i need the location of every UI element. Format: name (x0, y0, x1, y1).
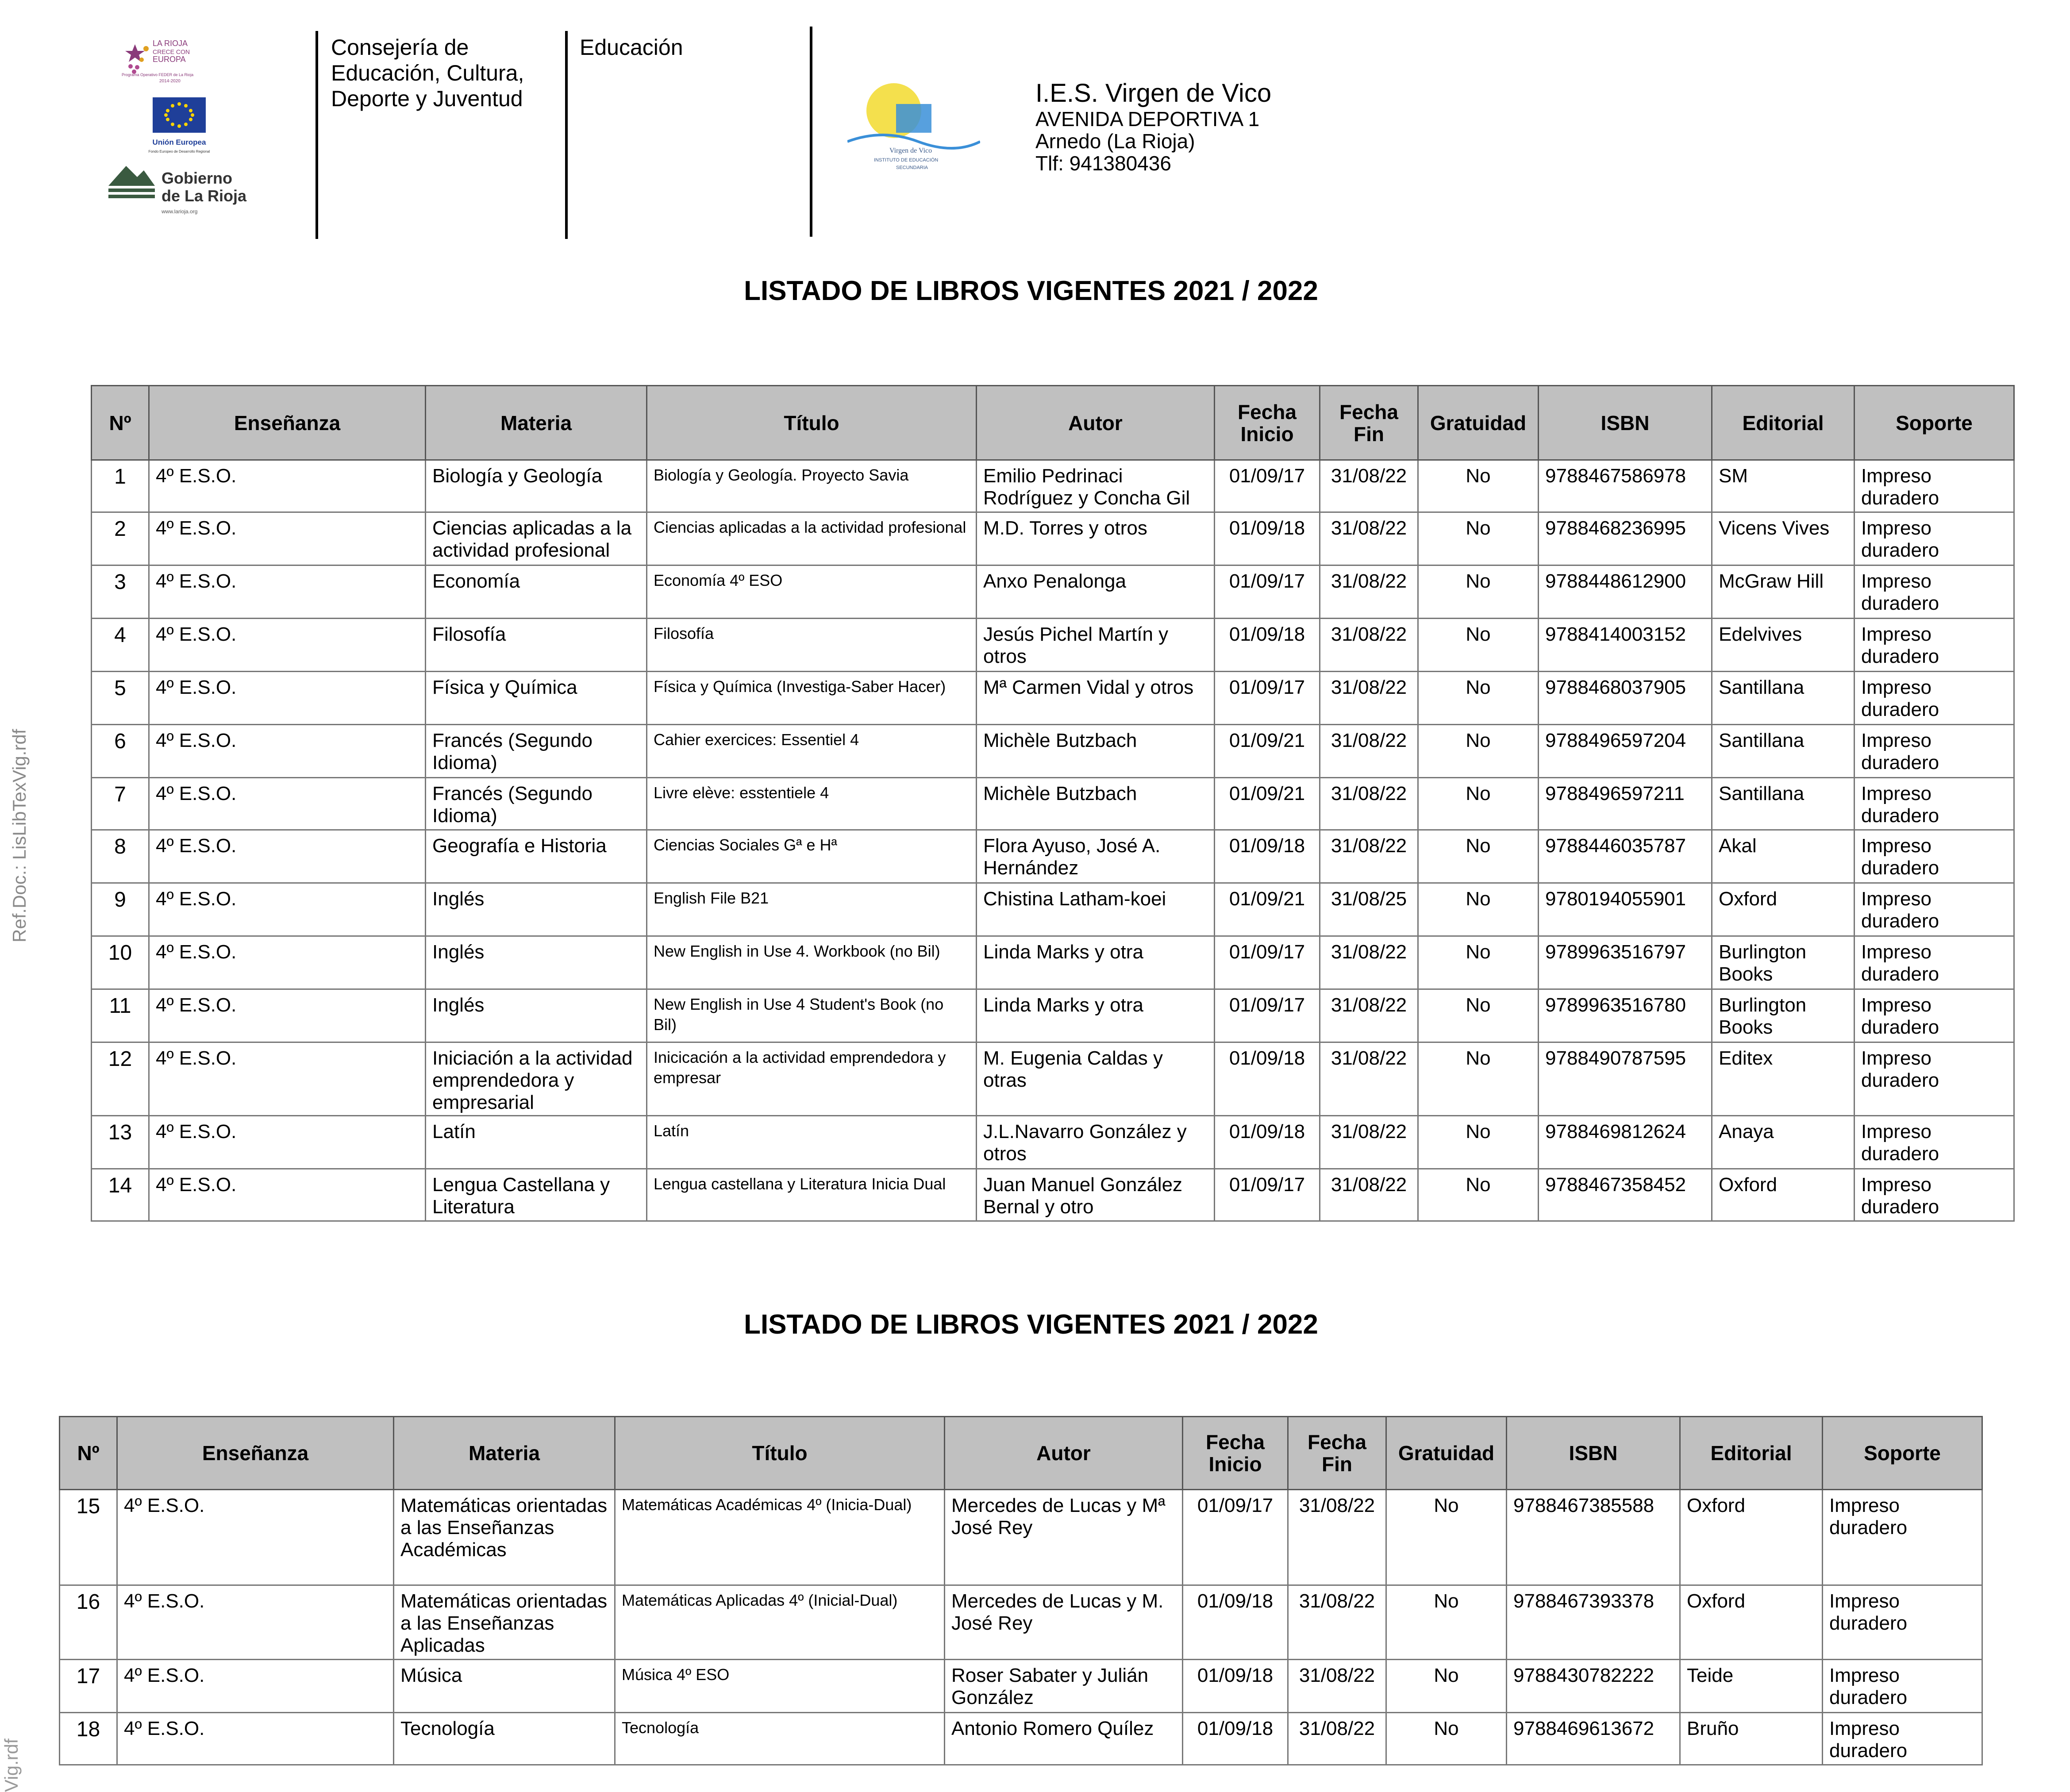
svg-text:SECUNDARIA: SECUNDARIA (896, 165, 928, 170)
table-row (92, 512, 2014, 565)
cell-gratuidad: No (1418, 883, 1539, 936)
cell-gratuidad: No (1418, 672, 1539, 725)
cell-soporte: Impreso duradero (1855, 512, 2014, 565)
cell-fecha-inicio: 01/09/18 (1215, 1116, 1320, 1169)
table-row (92, 1042, 2014, 1116)
table-row (92, 1116, 2014, 1169)
cell-gratuidad: No (1418, 725, 1539, 778)
svg-text:Fondo Europeo de Desarrollo Re: Fondo Europeo de Desarrollo Regional (148, 150, 210, 154)
cell-autor: Linda Marks y otra (977, 936, 1215, 989)
gobierno-de-la-rioja-logo (106, 159, 248, 221)
cell-num: 7 (92, 778, 149, 830)
table-row (92, 672, 2014, 725)
cell-materia: Tecnología (394, 1713, 615, 1765)
cell-editorial: Teide (1680, 1660, 1823, 1713)
header-divider (810, 27, 812, 237)
cell-materia: Inglés (426, 936, 647, 989)
cell-titulo: Cahier exercices: Essentiel 4 (647, 725, 977, 778)
cell-num: 9 (92, 883, 149, 936)
cell-fecha-fin: 31/08/22 (1288, 1490, 1386, 1585)
cell-num: 12 (92, 1042, 149, 1116)
cell-ensenanza: 4º E.S.O. (149, 936, 426, 989)
cell-gratuidad: No (1418, 460, 1539, 512)
cell-soporte: Impreso duradero (1855, 672, 2014, 725)
column-header-fecha-fin: Fecha Fin (1288, 1417, 1386, 1490)
cell-fecha-fin: 31/08/22 (1320, 1169, 1418, 1221)
cell-editorial: McGraw Hill (1712, 565, 1855, 619)
table-row (92, 1169, 2014, 1221)
cell-editorial: Bruño (1680, 1713, 1823, 1765)
cell-fecha-fin: 31/08/22 (1320, 936, 1418, 989)
area-label: Educación (580, 35, 683, 60)
cell-materia: Iniciación a la actividad emprendedora y empresarial (426, 1042, 647, 1116)
cell-titulo: Filosofía (647, 619, 977, 672)
cell-titulo: Física y Química (Investiga-Saber Hacer) (647, 672, 977, 725)
cell-fecha-fin: 31/08/22 (1320, 619, 1418, 672)
cell-gratuidad: No (1418, 1042, 1539, 1116)
cell-titulo: Ciencias Sociales Gª e Hª (647, 830, 977, 883)
cell-materia: Ciencias aplicadas a la actividad profesional (426, 512, 647, 565)
cell-num: 2 (92, 512, 149, 565)
cell-isbn: 9788467358452 (1539, 1169, 1712, 1221)
cell-autor: J.L.Navarro González y otros (977, 1116, 1215, 1169)
cell-gratuidad: No (1386, 1660, 1507, 1713)
cell-fecha-inicio: 01/09/18 (1215, 1042, 1320, 1116)
cell-fecha-inicio: 01/09/17 (1215, 989, 1320, 1042)
cell-materia: Francés (Segundo Idioma) (426, 725, 647, 778)
cell-isbn: 9788496597204 (1539, 725, 1712, 778)
cell-gratuidad: No (1418, 565, 1539, 619)
column-header-autor: Autor (945, 1417, 1183, 1490)
cell-isbn: 9788468236995 (1539, 512, 1712, 565)
cell-editorial: Anaya (1712, 1116, 1855, 1169)
column-header-ensenanza: Enseñanza (149, 386, 426, 460)
cell-autor: Jesús Pichel Martín y otros (977, 619, 1215, 672)
cell-materia: Geografía e Historia (426, 830, 647, 883)
column-header-fecha-fin: Fecha Fin (1320, 386, 1418, 460)
cell-soporte: Impreso duradero (1855, 778, 2014, 830)
table-row (60, 1490, 1982, 1585)
cell-fecha-fin: 31/08/22 (1288, 1660, 1386, 1713)
cell-titulo: Matemáticas Aplicadas 4º (Inicial-Dual) (615, 1585, 945, 1660)
cell-gratuidad: No (1386, 1585, 1507, 1660)
cell-isbn: 9788496597211 (1539, 778, 1712, 830)
cell-autor: Juan Manuel González Bernal y otro (977, 1169, 1215, 1221)
books-table-continued (59, 1416, 1983, 1765)
cell-num: 5 (92, 672, 149, 725)
cell-num: 11 (92, 989, 149, 1042)
cell-titulo: Música 4º ESO (615, 1660, 945, 1713)
column-header-ensenanza: Enseñanza (117, 1417, 394, 1490)
svg-text:Programa Operativo FEDER de La: Programa Operativo FEDER de La Rioja (122, 73, 194, 77)
cell-ensenanza: 4º E.S.O. (149, 1116, 426, 1169)
table-row (92, 989, 2014, 1042)
cell-soporte: Impreso duradero (1855, 989, 2014, 1042)
cell-isbn: 9788490787595 (1539, 1042, 1712, 1116)
cell-gratuidad: No (1386, 1490, 1507, 1585)
cell-fecha-inicio: 01/09/17 (1215, 1169, 1320, 1221)
cell-fecha-fin: 31/08/22 (1320, 830, 1418, 883)
institution-logos (104, 35, 250, 221)
la-rioja-crece-con-europa-logo (122, 35, 237, 84)
cell-autor: M.D. Torres y otros (977, 512, 1215, 565)
cell-num: 6 (92, 725, 149, 778)
cell-titulo: Lengua castellana y Literatura Inicia Dual (647, 1169, 977, 1221)
cell-autor: Chistina Latham-koei (977, 883, 1215, 936)
cell-ensenanza: 4º E.S.O. (149, 883, 426, 936)
cell-isbn: 9788467586978 (1539, 460, 1712, 512)
cell-fecha-inicio: 01/09/18 (1183, 1585, 1288, 1660)
cell-autor: Flora Ayuso, José A. Hernández (977, 830, 1215, 883)
cell-fecha-inicio: 01/09/17 (1215, 936, 1320, 989)
cell-ensenanza: 4º E.S.O. (149, 565, 426, 619)
cell-editorial: Edelvives (1712, 619, 1855, 672)
cell-fecha-fin: 31/08/22 (1320, 565, 1418, 619)
cell-soporte: Impreso duradero (1823, 1660, 1982, 1713)
cell-editorial: Santillana (1712, 778, 1855, 830)
cell-num: 10 (92, 936, 149, 989)
cell-fecha-fin: 31/08/22 (1320, 989, 1418, 1042)
cell-gratuidad: No (1418, 619, 1539, 672)
cell-fecha-inicio: 01/09/17 (1183, 1490, 1288, 1585)
cell-num: 3 (92, 565, 149, 619)
cell-soporte: Impreso duradero (1855, 936, 2014, 989)
cell-editorial: Oxford (1712, 883, 1855, 936)
cell-isbn: 9788467393378 (1507, 1585, 1680, 1660)
cell-fecha-fin: 31/08/22 (1320, 778, 1418, 830)
school-address: AVENIDA DEPORTIVA 1 (1035, 108, 1260, 131)
column-header-materia: Materia (394, 1417, 615, 1490)
page-title-second: LISTADO DE LIBROS VIGENTES 2021 / 2022 (744, 1309, 1318, 1340)
cell-fecha-inicio: 01/09/18 (1215, 512, 1320, 565)
cell-gratuidad: No (1386, 1713, 1507, 1765)
cell-fecha-inicio: 01/09/17 (1215, 565, 1320, 619)
table-row (92, 778, 2014, 830)
cell-fecha-inicio: 01/09/18 (1215, 619, 1320, 672)
cell-num: 14 (92, 1169, 149, 1221)
cell-materia: Inglés (426, 989, 647, 1042)
cell-ensenanza: 4º E.S.O. (149, 989, 426, 1042)
cell-editorial: Vicens Vives (1712, 512, 1855, 565)
cell-titulo: English File B21 (647, 883, 977, 936)
cell-titulo: Tecnología (615, 1713, 945, 1765)
cell-titulo: Ciencias aplicadas a la actividad profesional (647, 512, 977, 565)
table-row (92, 725, 2014, 778)
svg-text:www.larioja.org: www.larioja.org (162, 208, 198, 215)
cell-materia: Inglés (426, 883, 647, 936)
cell-materia: Francés (Segundo Idioma) (426, 778, 647, 830)
cell-soporte: Impreso duradero (1855, 830, 2014, 883)
column-header-titulo: Título (615, 1417, 945, 1490)
cell-fecha-inicio: 01/09/21 (1215, 778, 1320, 830)
cell-fecha-fin: 31/08/25 (1320, 883, 1418, 936)
cell-soporte: Impreso duradero (1855, 883, 2014, 936)
cell-soporte: Impreso duradero (1823, 1585, 1982, 1660)
column-header-materia: Materia (426, 386, 647, 460)
header-divider (316, 31, 318, 239)
cell-isbn: 9788468037905 (1539, 672, 1712, 725)
column-header-fecha-inicio: Fecha Inicio (1183, 1417, 1288, 1490)
cell-autor: Emilio Pedrinaci Rodríguez y Concha Gil (977, 460, 1215, 512)
svg-text:CRECE CON: CRECE CON (153, 48, 190, 55)
cell-autor: Antonio Romero Quílez (945, 1713, 1183, 1765)
cell-gratuidad: No (1418, 989, 1539, 1042)
school-logo (847, 75, 980, 177)
cell-editorial: Akal (1712, 830, 1855, 883)
cell-fecha-fin: 31/08/22 (1320, 725, 1418, 778)
cell-titulo: Matemáticas Académicas 4º (Inicia-Dual) (615, 1490, 945, 1585)
cell-editorial: Editex (1712, 1042, 1855, 1116)
cell-isbn: 9788469613672 (1507, 1713, 1680, 1765)
cell-isbn: 9789963516797 (1539, 936, 1712, 989)
cell-materia: Latín (426, 1116, 647, 1169)
cell-materia: Economía (426, 565, 647, 619)
cell-ensenanza: 4º E.S.O. (149, 460, 426, 512)
cell-num: 18 (60, 1713, 117, 1765)
cell-num: 4 (92, 619, 149, 672)
column-header-fecha-inicio: Fecha Inicio (1215, 386, 1320, 460)
cell-editorial: Santillana (1712, 672, 1855, 725)
column-header-num: Nº (60, 1417, 117, 1490)
school-city: Arnedo (La Rioja) (1035, 130, 1195, 153)
cell-num: 17 (60, 1660, 117, 1713)
cell-ensenanza: 4º E.S.O. (117, 1585, 394, 1660)
table-row (92, 830, 2014, 883)
cell-isbn: 9788430782222 (1507, 1660, 1680, 1713)
column-header-gratuidad: Gratuidad (1386, 1417, 1507, 1490)
cell-num: 8 (92, 830, 149, 883)
cell-autor: Michèle Butzbach (977, 725, 1215, 778)
cell-materia: Biología y Geología (426, 460, 647, 512)
consejeria-label: Consejería de Educación, Cultura, Deporte y Juventud (331, 35, 524, 111)
cell-titulo: Economía 4º ESO (647, 565, 977, 619)
cell-soporte: Impreso duradero (1855, 565, 2014, 619)
cell-titulo: Biología y Geología. Proyecto Savia (647, 460, 977, 512)
cell-titulo: Livre elève: esstentiele 4 (647, 778, 977, 830)
column-header-autor: Autor (977, 386, 1215, 460)
svg-text:Unión Europea: Unión Europea (152, 138, 206, 146)
cell-gratuidad: No (1418, 512, 1539, 565)
cell-gratuidad: No (1418, 830, 1539, 883)
table-row (60, 1585, 1982, 1660)
table-row (92, 460, 2014, 512)
cell-fecha-fin: 31/08/22 (1288, 1713, 1386, 1765)
svg-text:EUROPA: EUROPA (153, 55, 186, 64)
cell-fecha-inicio: 01/09/21 (1215, 725, 1320, 778)
column-header-titulo: Título (647, 386, 977, 460)
table-row (92, 565, 2014, 619)
cell-fecha-inicio: 01/09/17 (1215, 460, 1320, 512)
document-reference-fragment: Vig.rdf (1, 1738, 22, 1792)
header-divider (565, 31, 568, 239)
svg-text:2014-2020: 2014-2020 (159, 79, 181, 84)
cell-fecha-fin: 31/08/22 (1320, 460, 1418, 512)
cell-ensenanza: 4º E.S.O. (149, 778, 426, 830)
cell-editorial: Oxford (1712, 1169, 1855, 1221)
cell-fecha-fin: 31/08/22 (1320, 512, 1418, 565)
cell-ensenanza: 4º E.S.O. (149, 1042, 426, 1116)
column-header-editorial: Editorial (1680, 1417, 1823, 1490)
cell-fecha-inicio: 01/09/18 (1183, 1660, 1288, 1713)
cell-ensenanza: 4º E.S.O. (149, 1169, 426, 1221)
cell-ensenanza: 4º E.S.O. (117, 1490, 394, 1585)
column-header-soporte: Soporte (1855, 386, 2014, 460)
cell-ensenanza: 4º E.S.O. (149, 619, 426, 672)
cell-editorial: Oxford (1680, 1585, 1823, 1660)
cell-fecha-fin: 31/08/22 (1320, 672, 1418, 725)
cell-ensenanza: 4º E.S.O. (117, 1660, 394, 1713)
table-row (60, 1660, 1982, 1713)
cell-soporte: Impreso duradero (1855, 725, 2014, 778)
cell-ensenanza: 4º E.S.O. (149, 830, 426, 883)
table-header-row (60, 1417, 1982, 1490)
cell-titulo: New English in Use 4 Student's Book (no Bil) (647, 989, 977, 1042)
table-row (60, 1713, 1982, 1765)
column-header-editorial: Editorial (1712, 386, 1855, 460)
cell-num: 13 (92, 1116, 149, 1169)
cell-fecha-inicio: 01/09/18 (1183, 1713, 1288, 1765)
cell-autor: M. Eugenia Caldas y otras (977, 1042, 1215, 1116)
cell-isbn: 9789963516780 (1539, 989, 1712, 1042)
cell-fecha-fin: 31/08/22 (1288, 1585, 1386, 1660)
cell-editorial: Burlington Books (1712, 936, 1855, 989)
cell-gratuidad: No (1418, 1116, 1539, 1169)
cell-gratuidad: No (1418, 936, 1539, 989)
cell-fecha-inicio: 01/09/17 (1215, 672, 1320, 725)
cell-editorial: Santillana (1712, 725, 1855, 778)
cell-materia: Filosofía (426, 619, 647, 672)
cell-autor: Mª Carmen Vidal y otros (977, 672, 1215, 725)
cell-isbn: 9788467385588 (1507, 1490, 1680, 1585)
cell-num: 15 (60, 1490, 117, 1585)
cell-autor: Michèle Butzbach (977, 778, 1215, 830)
cell-editorial: SM (1712, 460, 1855, 512)
page-title: LISTADO DE LIBROS VIGENTES 2021 / 2022 (744, 276, 1318, 306)
school-phone: Tlf: 941380436 (1035, 152, 1171, 175)
cell-titulo: Inicicación a la actividad emprendedora y empresar (647, 1042, 977, 1116)
svg-text:LA RIOJA: LA RIOJA (153, 39, 188, 48)
column-header-gratuidad: Gratuidad (1418, 386, 1539, 460)
cell-gratuidad: No (1418, 1169, 1539, 1221)
cell-autor: Linda Marks y otra (977, 989, 1215, 1042)
cell-fecha-inicio: 01/09/21 (1215, 883, 1320, 936)
cell-materia: Lengua Castellana y Literatura (426, 1169, 647, 1221)
school-name: I.E.S. Virgen de Vico (1035, 79, 1272, 108)
cell-isbn: 9788414003152 (1539, 619, 1712, 672)
cell-autor: Anxo Penalonga (977, 565, 1215, 619)
cell-ensenanza: 4º E.S.O. (149, 512, 426, 565)
cell-editorial: Oxford (1680, 1490, 1823, 1585)
cell-materia: Física y Química (426, 672, 647, 725)
table-row (92, 883, 2014, 936)
svg-text:INSTITUTO DE EDUCACIÓN: INSTITUTO DE EDUCACIÓN (874, 158, 939, 163)
cell-ensenanza: 4º E.S.O. (117, 1713, 394, 1765)
books-table (91, 385, 2015, 1222)
table-row (92, 936, 2014, 989)
column-header-soporte: Soporte (1823, 1417, 1982, 1490)
cell-materia: Matemáticas orientadas a las Enseñanzas Aplicadas (394, 1585, 615, 1660)
cell-titulo: New English in Use 4. Workbook (no Bil) (647, 936, 977, 989)
cell-num: 16 (60, 1585, 117, 1660)
cell-isbn: 9788446035787 (1539, 830, 1712, 883)
cell-soporte: Impreso duradero (1855, 1169, 2014, 1221)
cell-fecha-fin: 31/08/22 (1320, 1116, 1418, 1169)
cell-autor: Mercedes de Lucas y Mª José Rey (945, 1490, 1183, 1585)
svg-text:Gobierno: Gobierno (162, 169, 232, 187)
cell-titulo: Latín (647, 1116, 977, 1169)
cell-ensenanza: 4º E.S.O. (149, 725, 426, 778)
cell-soporte: Impreso duradero (1855, 460, 2014, 512)
cell-soporte: Impreso duradero (1855, 619, 2014, 672)
cell-soporte: Impreso duradero (1823, 1490, 1982, 1585)
cell-materia: Música (394, 1660, 615, 1713)
table-header-row (92, 386, 2014, 460)
cell-soporte: Impreso duradero (1855, 1116, 2014, 1169)
svg-text:Virgen de Vico: Virgen de Vico (889, 147, 932, 154)
table-row (92, 619, 2014, 672)
cell-ensenanza: 4º E.S.O. (149, 672, 426, 725)
cell-fecha-inicio: 01/09/18 (1215, 830, 1320, 883)
cell-isbn: 9788448612900 (1539, 565, 1712, 619)
cell-autor: Mercedes de Lucas y M. José Rey (945, 1585, 1183, 1660)
column-header-isbn: ISBN (1539, 386, 1712, 460)
cell-isbn: 9788469812624 (1539, 1116, 1712, 1169)
cell-isbn: 9780194055901 (1539, 883, 1712, 936)
document-reference: Ref.Doc.: LisLibTexVig.rdf (9, 729, 30, 942)
cell-autor: Roser Sabater y Julián González (945, 1660, 1183, 1713)
svg-text:de La Rioja: de La Rioja (162, 187, 247, 205)
column-header-num: Nº (92, 386, 149, 460)
column-header-isbn: ISBN (1507, 1417, 1680, 1490)
cell-editorial: Burlington Books (1712, 989, 1855, 1042)
cell-gratuidad: No (1418, 778, 1539, 830)
cell-soporte: Impreso duradero (1855, 1042, 2014, 1116)
cell-soporte: Impreso duradero (1823, 1713, 1982, 1765)
cell-fecha-fin: 31/08/22 (1320, 1042, 1418, 1116)
cell-materia: Matemáticas orientadas a las Enseñanzas Académicas (394, 1490, 615, 1585)
cell-num: 1 (92, 460, 149, 512)
